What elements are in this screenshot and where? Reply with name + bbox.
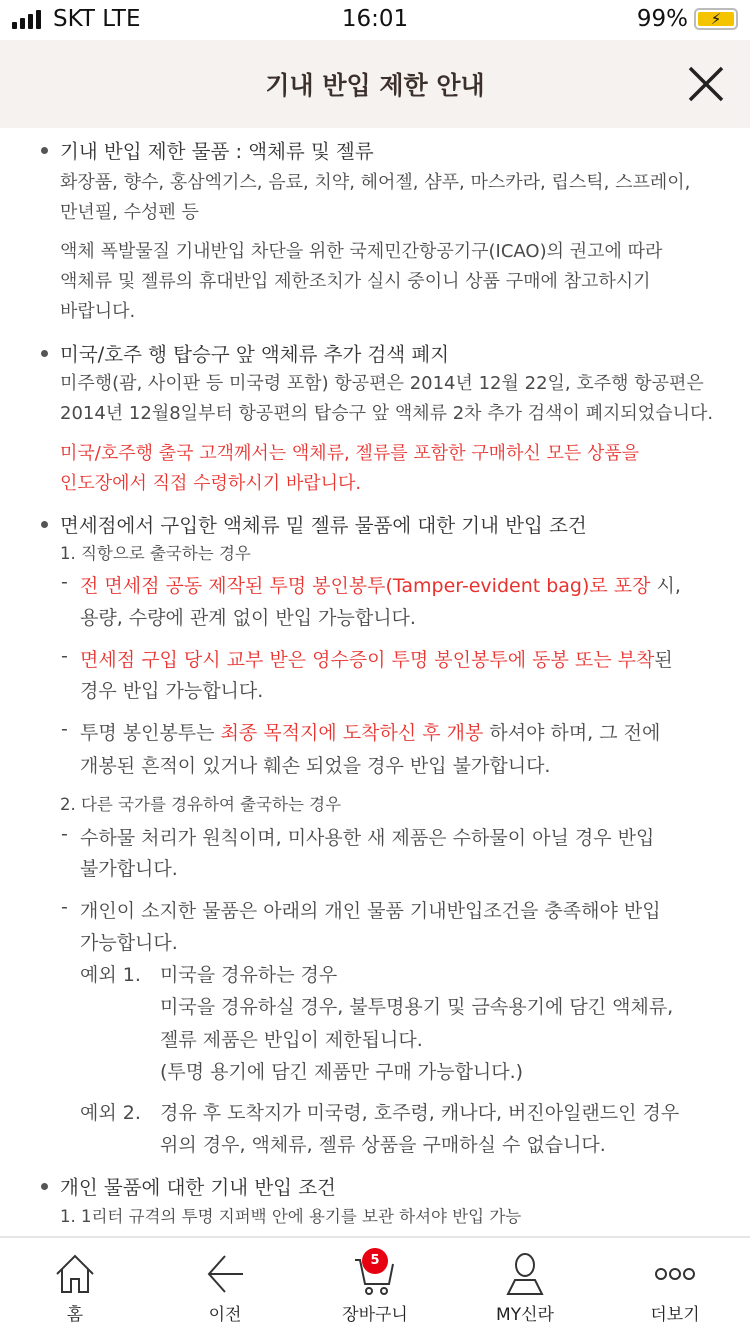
text: 개인이 소지한 물품은 아래의 개인 물품 기내반입조건을 충족해야 반입: [80, 900, 661, 922]
text: 된: [654, 649, 673, 671]
text: 액체 폭발물질 기내반입 차단을 위한 국제민간항공기구(ICAO)의 권고에 따라: [60, 241, 663, 262]
notice-line: [80, 676, 263, 703]
text: 바랍니다.: [60, 301, 136, 322]
page-title: 기내 반입 제한 안내: [265, 71, 485, 100]
notice-line: [60, 540, 251, 564]
cart-count-badge: 5: [362, 1248, 388, 1274]
notice-line: [80, 854, 178, 881]
tab-label: 더보기: [650, 1305, 700, 1325]
text: 만년필, 수성펜 등: [60, 202, 199, 223]
exception-label: 예외 1.: [80, 964, 141, 986]
notice-line: [80, 603, 416, 630]
status-bar: [0, 0, 750, 40]
close-icon[interactable]: [688, 66, 724, 102]
tab-more[interactable]: [600, 1238, 750, 1334]
text: 불가합니다.: [80, 858, 178, 880]
tab-cart[interactable]: [300, 1238, 450, 1334]
text: 경유 후 도착지가 미국령, 호주령, 캐나다, 버진아일랜드인 경우: [160, 1102, 680, 1124]
notice-line: [80, 896, 661, 923]
tab-label: 홈: [66, 1305, 84, 1325]
tab-home[interactable]: [0, 1238, 150, 1334]
section-heading: [60, 510, 587, 538]
notice-line: [60, 198, 199, 224]
text: 기내 반입 제한 물품 : 액체류 및 젤류: [60, 140, 374, 163]
back-arrow-icon: [203, 1252, 247, 1296]
highlighted-text: 미국/호주행 출국 고객께서는 액체류, 젤류를 포함한 구매하신 모든 상품을: [60, 443, 640, 464]
user-icon: [503, 1252, 547, 1296]
header: [0, 40, 750, 128]
highlighted-text: 전 면세점 공동 제작된 투명 봉인봉투(Tamper-evident bag)로 포장: [80, 575, 651, 597]
notice-line: [60, 1203, 521, 1227]
clock: 16:01: [341, 6, 409, 32]
text: 투명 봉인봉투는: [80, 722, 221, 744]
notice-line: [60, 439, 639, 465]
notice-line: [80, 718, 660, 745]
notice-line: [80, 823, 654, 850]
text: 용량, 수량에 관계 없이 반입 가능합니다.: [80, 607, 416, 629]
exception-label: 예외 2.: [80, 1102, 141, 1124]
notice-line: [60, 267, 651, 293]
text: 위의 경우, 액체류, 젤류 상품을 구매하실 수 없습니다.: [160, 1134, 606, 1156]
text: 2014년 12월8일부터 항공편의 탑승구 앞 액체류 2차 추가 검색이 폐지되었습니다.: [60, 403, 714, 424]
more-icon: [653, 1252, 697, 1296]
tab-label: 이전: [208, 1305, 242, 1325]
text: 경우 반입 가능합니다.: [80, 680, 264, 702]
text: 액체류 및 젤류의 휴대반입 제한조치가 실시 중이니 상품 구매에 참고하시기: [60, 271, 651, 292]
bottom-tab-bar: [0, 1236, 750, 1334]
notice-content[interactable]: [0, 128, 750, 1236]
text: 미국을 경유하는 경우: [160, 964, 338, 986]
notice-line: [60, 297, 135, 323]
text: 화장품, 향수, 홍삼엑기스, 음료, 치약, 헤어젤, 샴푸, 마스카라, 립스틱, 스프레이,: [60, 172, 691, 193]
text: 미국/호주 행 탑승구 앞 액체류 추가 검색 폐지: [60, 343, 450, 366]
text: 가능합니다.: [80, 932, 178, 954]
tab-label: MY신라: [496, 1305, 554, 1325]
text: 면세점에서 구입한 액체류 밑 젤류 물품에 대한 기내 반입 조건: [60, 514, 587, 537]
tab-back[interactable]: [150, 1238, 300, 1334]
notice-line: [80, 645, 673, 672]
tab-label: 장바구니: [342, 1305, 408, 1325]
text: 1. 1리터 규격의 투명 지퍼백 안에 용기를 보관 하셔야 반입 가능: [60, 1207, 522, 1226]
notice-line: [80, 571, 681, 598]
notice-line: [80, 960, 337, 987]
tab-my-shilla[interactable]: [450, 1238, 600, 1334]
highlighted-text: 인도장에서 직접 수령하시기 바랍니다.: [60, 473, 362, 494]
notice-line: [80, 928, 178, 955]
notice-line: [60, 469, 361, 495]
text: 시,: [650, 575, 681, 597]
section-heading: [60, 1172, 336, 1200]
home-icon: [53, 1252, 97, 1296]
notice-line: [160, 1025, 423, 1052]
notice-line: [80, 751, 550, 778]
section-heading: [60, 339, 449, 367]
highlighted-text: 면세점 구입 당시 교부 받은 영수증이 투명 봉인봉투에 동봉 또는 부착: [80, 649, 655, 671]
text: 수하물 처리가 원칙이며, 미사용한 새 제품은 수하물이 아닐 경우 반입: [80, 827, 655, 849]
text: 미국을 경유하실 경우, 불투명용기 및 금속용기에 담긴 액체류,: [160, 996, 674, 1018]
notice-line: [60, 791, 341, 815]
notice-line: [80, 1098, 679, 1125]
highlighted-text: 최종 목적지에 도착하신 후 개봉: [220, 722, 484, 744]
text: (투명 용기에 담긴 제품만 구매 가능합니다.): [160, 1061, 524, 1083]
notice-line: [60, 237, 662, 263]
notice-line: [160, 1057, 523, 1084]
text: 미주행(괌, 사이판 등 미국령 포함) 항공편은 2014년 12월 22일, 호주행 항공편은: [60, 373, 704, 394]
notice-line: [160, 992, 673, 1019]
notice-line: [160, 1130, 606, 1157]
text: 하셔야 하며, 그 전에: [483, 722, 661, 744]
notice-line: [60, 168, 690, 194]
text: 개인 물품에 대한 기내 반입 조건: [60, 1176, 336, 1199]
text: 1. 직항으로 출국하는 경우: [60, 544, 251, 563]
notice-line: [60, 369, 704, 395]
battery-percent: 99%: [636, 6, 688, 32]
text: 개봉된 흔적이 있거나 훼손 되었을 경우 반입 불가합니다.: [80, 755, 551, 777]
battery-charging-icon: ⚡: [694, 8, 738, 30]
notice-line: [60, 399, 713, 425]
text: 젤류 제품은 반입이 제한됩니다.: [160, 1029, 423, 1051]
carrier: SKT LTE: [53, 6, 141, 32]
text: 2. 다른 국가를 경유하여 출국하는 경우: [60, 795, 342, 814]
section-heading: [60, 136, 374, 164]
